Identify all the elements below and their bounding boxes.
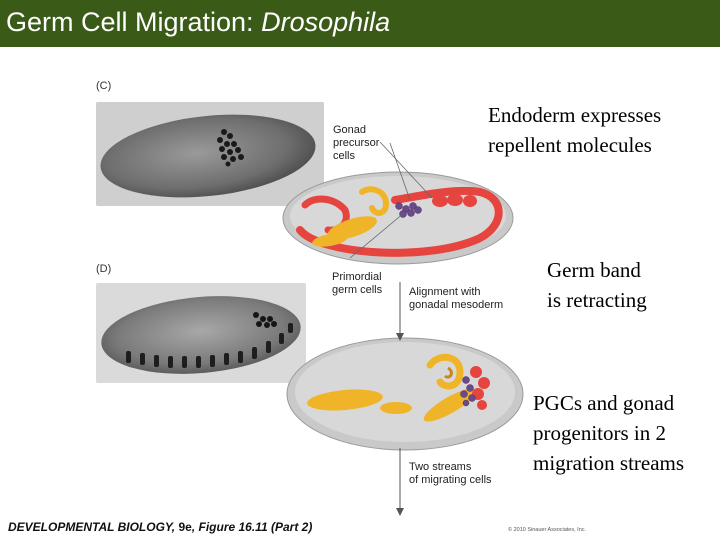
title-text: Germ Cell Migration: [6,7,262,37]
title-species: Drosophila [261,7,391,37]
panel-c-label: (C) [96,80,112,92]
copyright-notice: © 2010 Sinauer Associates, Inc. [508,527,587,533]
panel-d-label: (D) [96,263,112,275]
note-endoderm: Endoderm expresses repellent molecules [488,103,662,157]
note-pgcs: PGCs and gonad progenitors in 2 migration streams [533,391,685,475]
label-two-streams: Two streams of migrating cells [409,461,492,486]
figure-caption: DEVELOPMENTAL BIOLOGY, 9e, Figure 16.11 (Part 2) [8,520,313,534]
embryo-diagram-d [287,338,523,450]
progression-arrow-2 [396,448,404,516]
label-primordial-germ-cells: Primordial germ cells [332,271,383,296]
note-germ-band: Germ band is retracting [547,258,647,312]
label-alignment: Alignment with gonadal mesoderm [409,286,504,311]
label-gonad-precursor: Gonad precursor cells [333,124,380,162]
progression-arrow-1 [396,282,404,341]
